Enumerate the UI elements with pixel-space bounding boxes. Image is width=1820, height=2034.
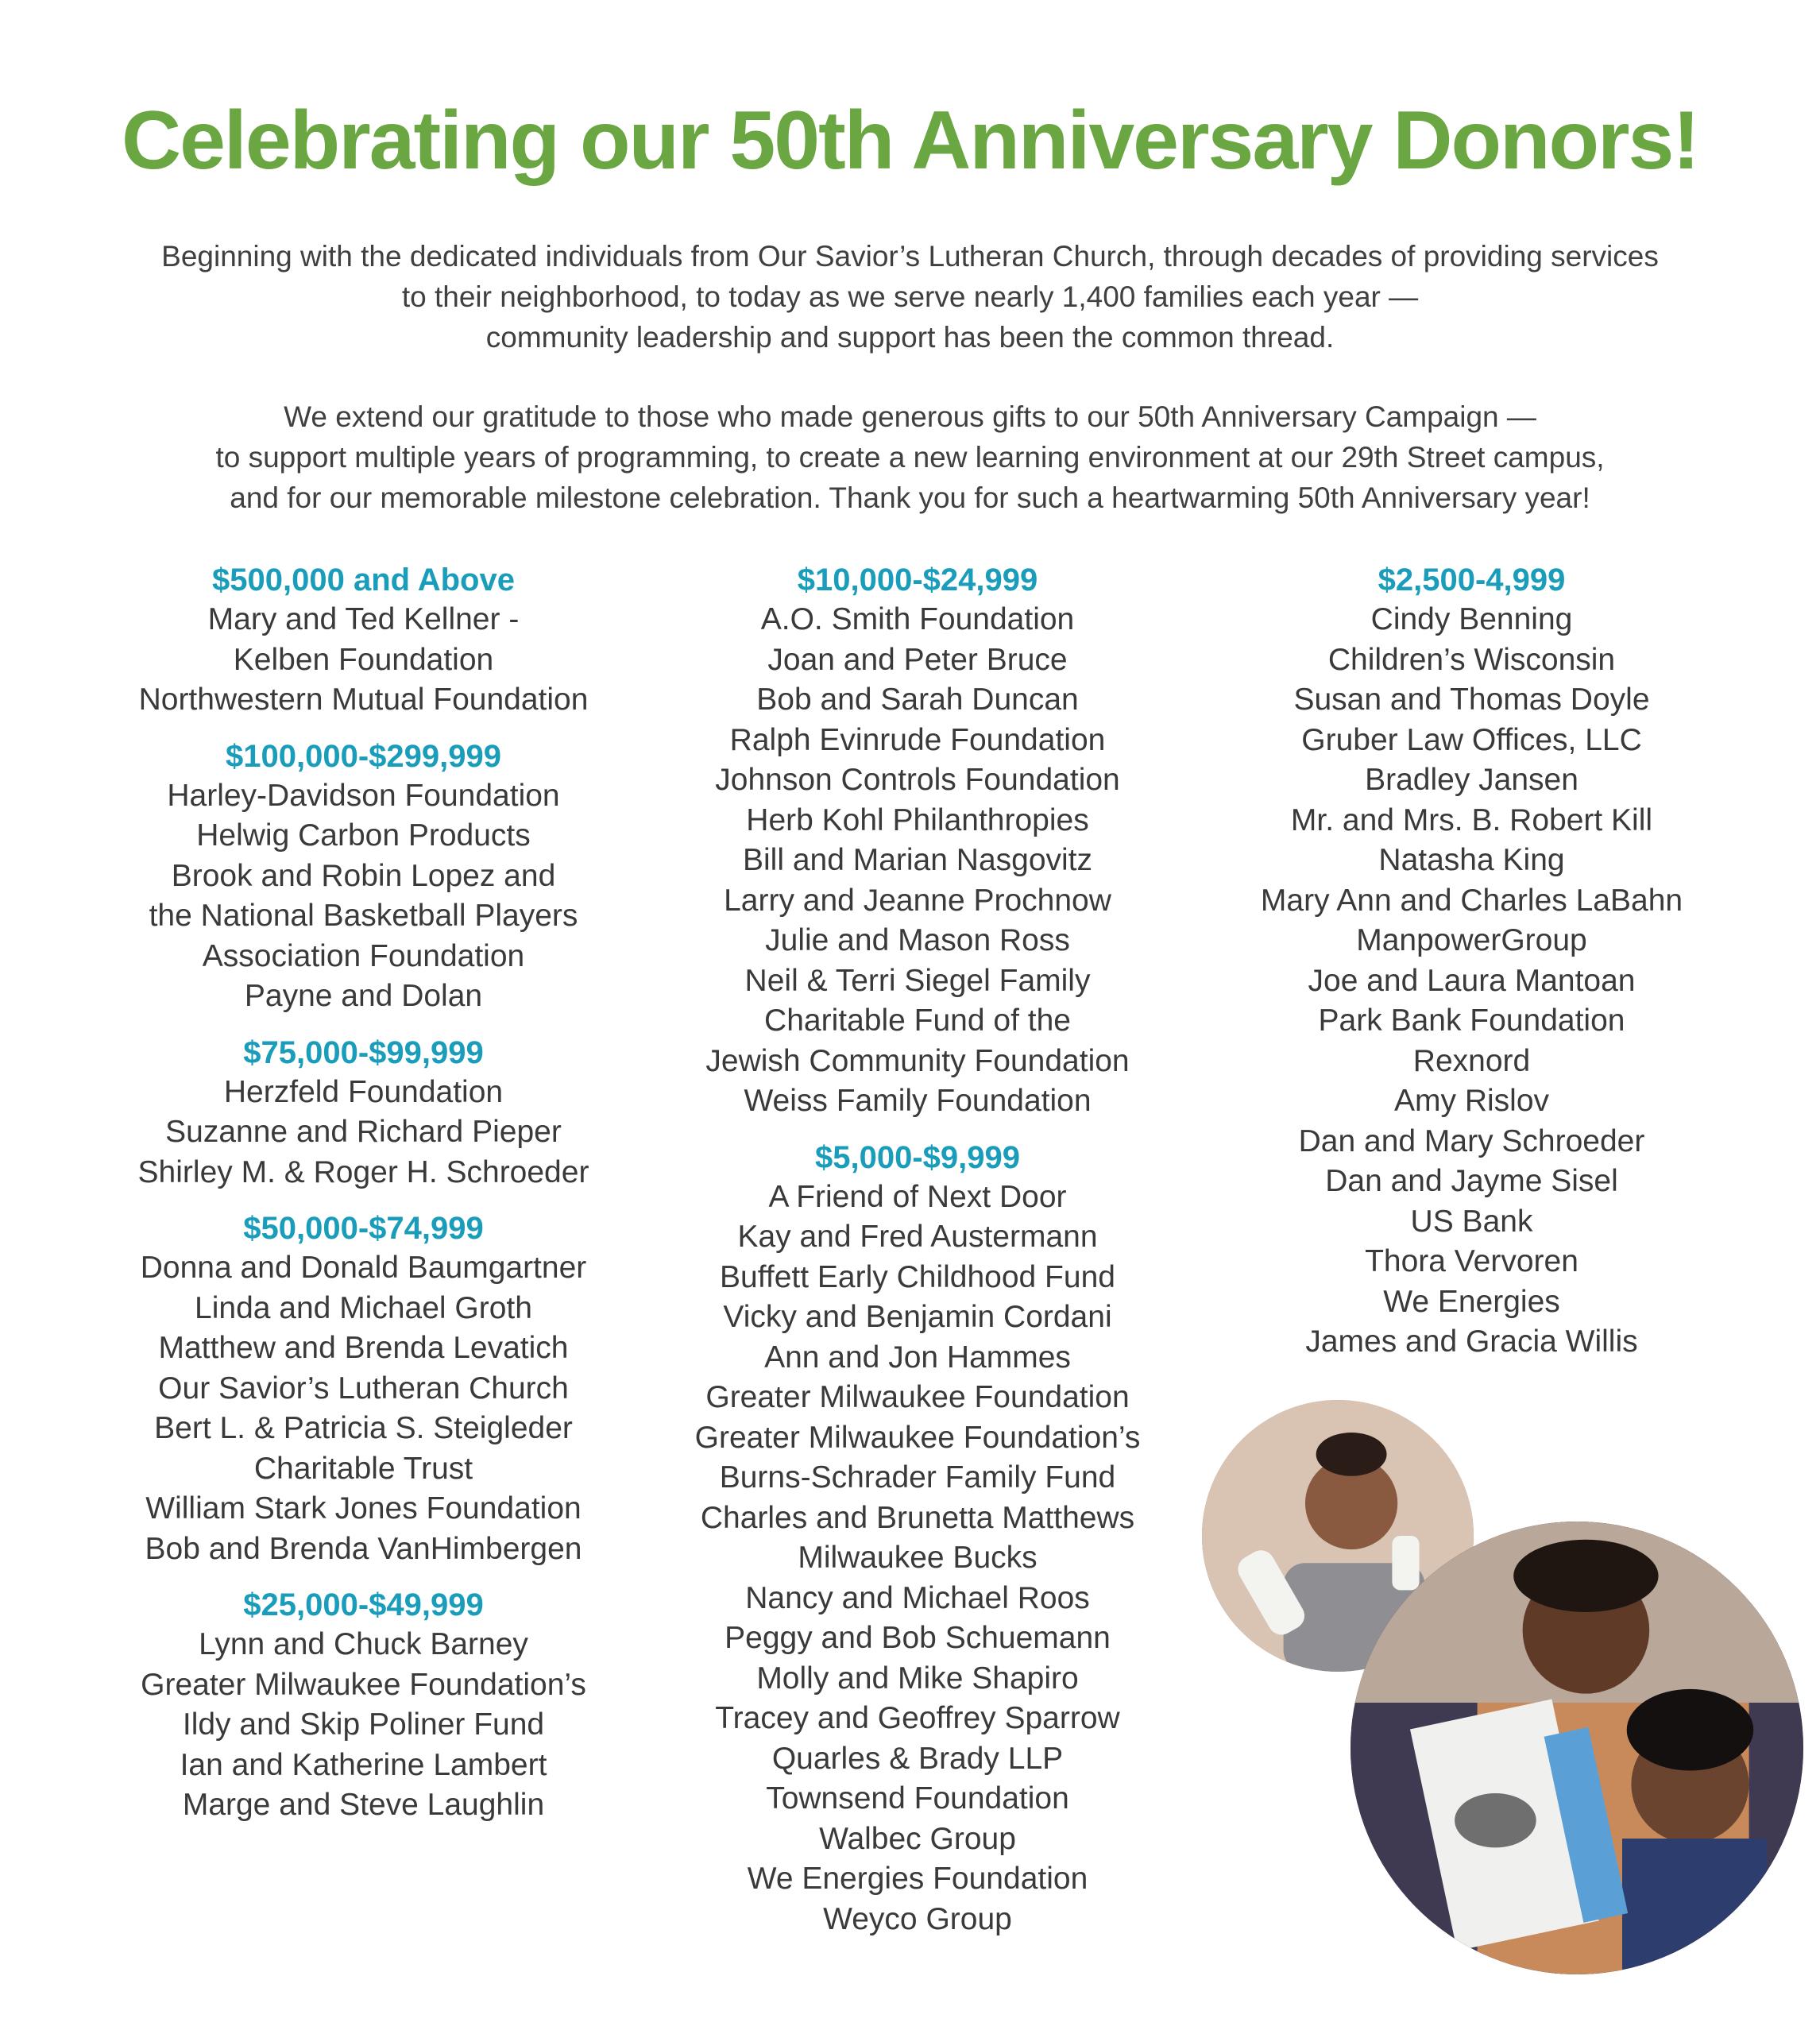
donor-name: Joan and Peter Bruce — [767, 642, 1068, 677]
donor-name: William Stark Jones Foundation — [145, 1491, 582, 1526]
intro-line: and for our memorable milestone celebration. Thank you for such a heartwarming 50th Anniversary year! — [230, 481, 1590, 514]
donor-name: Brook and Robin Lopez and — [171, 858, 556, 893]
donor-name: Mary Ann and Charles LaBahn — [1260, 883, 1683, 918]
donor-name: Mary and Ted Kellner - — [207, 602, 520, 636]
donor-name: Cindy Benning — [1370, 602, 1573, 636]
donor-name: Herb Kohl Philanthropies — [746, 802, 1089, 837]
donor-column-1 — [119, 560, 608, 1842]
intro-paragraph-2 — [119, 396, 1701, 518]
donor-name: Charitable Fund of the — [764, 1003, 1071, 1038]
donor-name: Susan and Thomas Doyle — [1293, 683, 1650, 717]
donor-name: A.O. Smith Foundation — [760, 602, 1075, 636]
donor-name: Nancy and Michael Roos — [745, 1580, 1090, 1615]
intro-line: community leadership and support has been the common thread. — [485, 321, 1335, 354]
donor-name: Park Bank Foundation — [1318, 1003, 1625, 1038]
donor-name: Dan and Mary Schroeder — [1298, 1123, 1645, 1158]
donor-name: Charitable Trust — [253, 1451, 473, 1486]
tier-heading: $2,500-4,999 — [1378, 563, 1566, 597]
donor-name: Neil & Terri Siegel Family — [744, 963, 1091, 998]
donor-name: Johnson Controls Foundation — [715, 763, 1120, 797]
donor-name: Lynn and Chuck Barney — [199, 1627, 528, 1661]
donor-name: US Bank — [1410, 1204, 1533, 1239]
donor-tier — [119, 737, 608, 1017]
donor-name: Jewish Community Foundation — [705, 1043, 1130, 1078]
donor-name: Ildy and Skip Poliner Fund — [182, 1707, 545, 1742]
donor-name: Dan and Jayme Sisel — [1325, 1164, 1618, 1198]
donor-name: We Energies Foundation — [747, 1862, 1088, 1896]
donor-name: Greater Milwaukee Foundation’s — [694, 1420, 1141, 1455]
donor-name: Suzanne and Richard Pieper — [165, 1115, 562, 1149]
intro-line: We extend our gratitude to those who made generous gifts to our 50th Anniversary Campaign — — [284, 400, 1536, 433]
donor-name: Kay and Fred Austermann — [737, 1220, 1098, 1254]
donor-column-3 — [1235, 560, 1708, 1379]
tier-heading: $10,000-$24,999 — [797, 563, 1038, 597]
donor-tier — [1235, 560, 1708, 1363]
intro-line: to their neighborhood, to today as we serve nearly 1,400 families each year — — [401, 280, 1419, 313]
tier-heading: $75,000-$99,999 — [243, 1034, 484, 1070]
donor-name: Joe and Laura Mantoan — [1308, 963, 1636, 998]
donor-name: Tracey and Geoffrey Sparrow — [715, 1701, 1120, 1735]
page-title: Celebrating our 50th Anniversary Donors! — [121, 95, 1699, 187]
donor-name: Bradley Jansen — [1365, 763, 1578, 797]
donor-name: Children’s Wisconsin — [1327, 642, 1616, 677]
donor-name: Burns-Schrader Family Fund — [719, 1460, 1116, 1495]
donor-name: Mr. and Mrs. B. Robert Kill — [1290, 802, 1653, 837]
donor-name: Townsend Foundation — [766, 1781, 1069, 1816]
tier-heading: $5,000-$9,999 — [814, 1139, 1020, 1175]
donor-name: Ian and Katherine Lambert — [180, 1747, 547, 1782]
donor-name: Shirley M. & Roger H. Schroeder — [137, 1154, 589, 1189]
donor-name: A Friend of Next Door — [768, 1179, 1067, 1214]
donor-name: Ralph Evinrude Foundation — [729, 722, 1106, 757]
donor-name: Weyco Group — [823, 1901, 1012, 1936]
donor-name: Donna and Donald Baumgartner — [140, 1251, 587, 1285]
donor-tier — [119, 1033, 608, 1193]
donor-name: James and Gracia Willis — [1305, 1324, 1638, 1359]
donor-name: Linda and Michael Groth — [195, 1290, 532, 1325]
donor-tier — [119, 560, 608, 721]
donor-name: Bob and Sarah Duncan — [756, 683, 1079, 717]
donor-name: Amy Rislov — [1393, 1084, 1550, 1118]
donor-name: Association Foundation — [202, 938, 525, 973]
donor-name: Weiss Family Foundation — [744, 1084, 1092, 1118]
donor-name: the National Basketball Players — [149, 899, 578, 933]
donor-name: Buffett Early Childhood Fund — [720, 1259, 1115, 1294]
donor-name: Thora Vervoren — [1365, 1244, 1578, 1278]
donor-name: ManpowerGroup — [1356, 923, 1587, 957]
tier-heading: $500,000 and Above — [212, 563, 515, 597]
donor-name: Peggy and Bob Schuemann — [725, 1621, 1111, 1655]
donor-name: Matthew and Brenda Levatich — [158, 1331, 569, 1365]
donor-name: Northwestern Mutual Foundation — [138, 683, 589, 717]
donor-name: Payne and Dolan — [244, 979, 483, 1013]
donor-tier — [679, 1138, 1156, 1940]
donor-name: Julie and Mason Ross — [765, 923, 1070, 957]
donor-name: Kelben Foundation — [233, 642, 494, 677]
donor-name: We Energies — [1383, 1284, 1560, 1319]
donor-name: Harley-Davidson Foundation — [167, 778, 560, 813]
donor-name: Natasha King — [1378, 843, 1565, 877]
intro-line: to support multiple years of programming, to create a new learning environment at our 29th Street campus, — [215, 441, 1605, 474]
intro-line: Beginning with the dedicated individuals from Our Savior’s Lutheran Church, through decades of providing services — [161, 240, 1659, 273]
donor-name: Bob and Brenda VanHimbergen — [145, 1531, 582, 1566]
donor-name: Larry and Jeanne Prochnow — [724, 883, 1111, 918]
donor-name: Ann and Jon Hammes — [764, 1340, 1071, 1375]
donor-name: Charles and Brunetta Matthews — [700, 1500, 1135, 1535]
donor-name: Greater Milwaukee Foundation’s — [141, 1667, 586, 1702]
donor-name: Bert L. & Patricia S. Steigleder — [154, 1411, 573, 1445]
donor-name: Gruber Law Offices, LLC — [1301, 722, 1642, 757]
donor-name: Our Savior’s Lutheran Church — [158, 1371, 569, 1406]
donor-name: Helwig Carbon Products — [196, 818, 531, 853]
tier-heading: $50,000-$74,999 — [243, 1211, 484, 1246]
donor-name: Vicky and Benjamin Cordani — [723, 1300, 1112, 1334]
donor-name: Bill and Marian Nasgovitz — [742, 843, 1093, 877]
donor-name: Walbec Group — [819, 1821, 1016, 1856]
tier-heading: $25,000-$49,999 — [243, 1587, 484, 1622]
donor-name: Greater Milwaukee Foundation — [705, 1380, 1130, 1414]
tier-heading: $100,000-$299,999 — [226, 738, 501, 774]
donor-name: Rexnord — [1412, 1043, 1531, 1078]
donor-name: Marge and Steve Laughlin — [182, 1788, 545, 1822]
donor-name: Quarles & Brady LLP — [771, 1741, 1064, 1776]
donor-name: Milwaukee Bucks — [798, 1541, 1038, 1575]
mother-and-child-reading-photo — [1351, 1522, 1803, 1974]
donor-tier — [119, 1585, 608, 1826]
donor-name: Molly and Mike Shapiro — [756, 1661, 1079, 1696]
donor-tier — [679, 560, 1156, 1122]
donor-tier — [119, 1208, 608, 1569]
intro-paragraph-1 — [119, 236, 1701, 358]
donor-column-2 — [679, 560, 1156, 1955]
donor-name: Herzfeld Foundation — [223, 1074, 504, 1109]
